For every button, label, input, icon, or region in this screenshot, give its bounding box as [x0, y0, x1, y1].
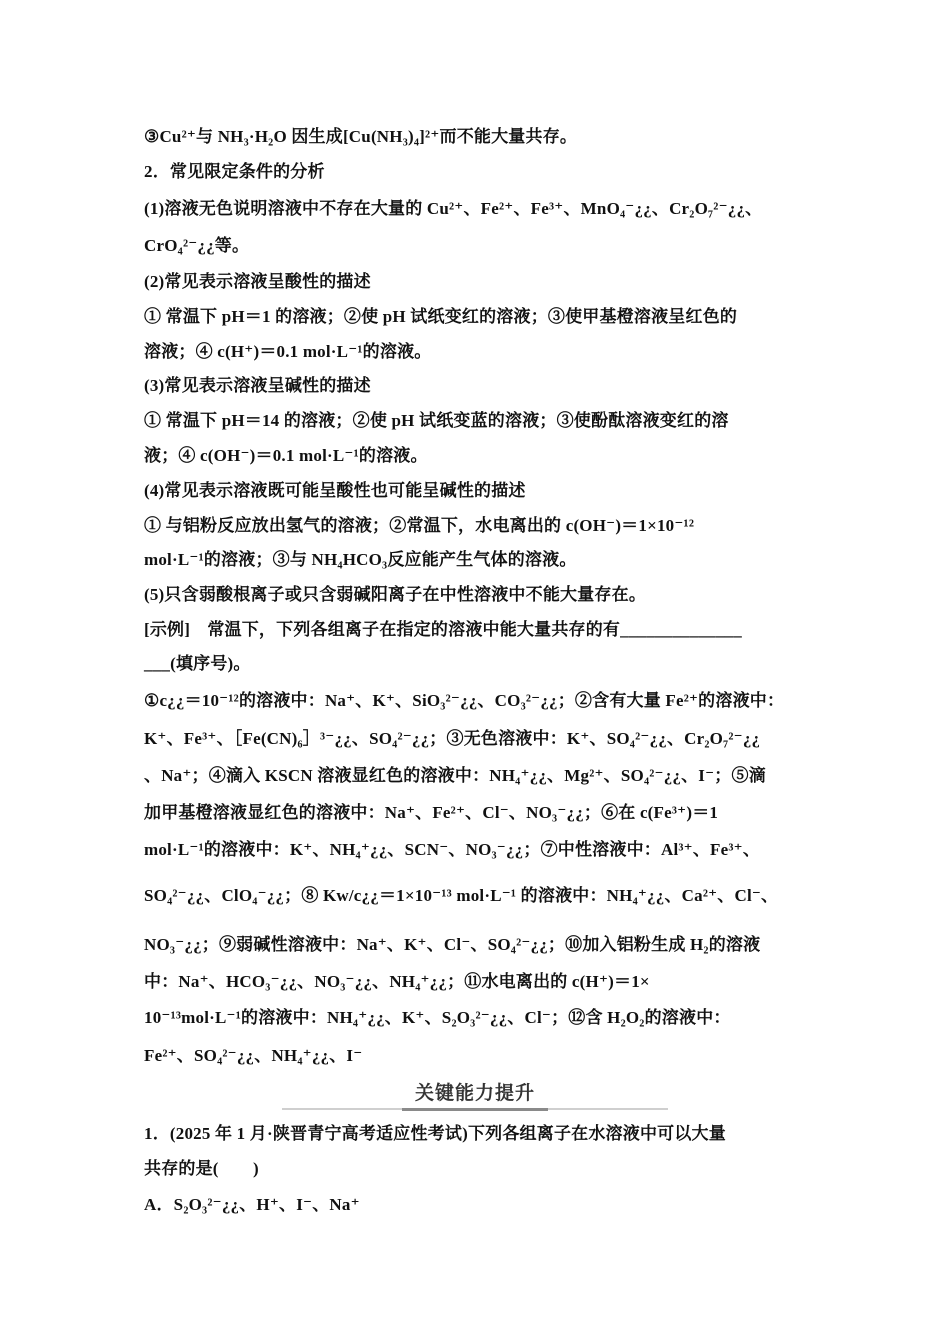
text-line: 液；④ c(OH⁻)＝0.1 mol·L⁻¹的溶液。	[144, 446, 428, 465]
text-line: (4)常见表示溶液既可能呈酸性也可能呈碱性的描述	[144, 481, 526, 500]
text-line: (1)溶液无色说明溶液中不存在大量的 Cu²⁺、Fe²⁺、Fe³⁺、MnO₄⁻¿¿、Cr₂O₇²⁻¿¿、	[144, 199, 763, 218]
text-line: CrO₄²⁻¿¿等。	[144, 236, 250, 255]
example-line: SO₄²⁻¿¿、ClO₄⁻¿¿；⑧ Kw/c¿¿＝1×10⁻¹³ mol·L⁻¹ 的溶液中：NH₄⁺¿¿、Ca²⁺、Cl⁻、	[144, 886, 779, 905]
text-line: ① 常温下 pH＝1 的溶液；②使 pH 试纸变红的溶液；③使甲基橙溶液呈红色的	[144, 307, 738, 326]
example-line: ①c¿¿＝10⁻¹²的溶液中：Na⁺、K⁺、SiO₃²⁻¿¿、CO₃²⁻¿¿；②含有大量 Fe²⁺的溶液中：	[144, 691, 785, 710]
example-line: K⁺、Fe³⁺、［Fe(CN)₆］³⁻¿¿、SO₄²⁻¿¿；③无色溶液中：K⁺、SO₄²⁻¿¿、Cr₂O₇²⁻¿¿	[144, 729, 761, 748]
example-line: NO₃⁻¿¿；⑨弱碱性溶液中：Na⁺、K⁺、Cl⁻、SO₄²⁻¿¿；⑩加入铝粉生成 H₂的溶液	[144, 935, 761, 954]
section-header	[282, 1078, 668, 1114]
example-line: 10⁻¹³mol·L⁻¹的溶液中：NH₄⁺¿¿、K⁺、S₂O₃²⁻¿¿、Cl⁻；⑫含 H₂O₂的溶液中：	[144, 1008, 731, 1027]
question-line: 1．(2025 年 1 月·陕晋青宁高考适应性考试)下列各组离子在水溶液中可以大量	[144, 1124, 726, 1143]
option-a: A．S₂O₃²⁻¿¿、H⁺、I⁻、Na⁺	[144, 1195, 360, 1214]
text-line: (2)常见表示溶液呈酸性的描述	[144, 272, 371, 291]
example-line: mol·L⁻¹的溶液中：K⁺、NH₄⁺¿¿、SCN⁻、NO₃⁻¿¿；⑦中性溶液中：Al³⁺、Fe³⁺、	[144, 840, 761, 859]
text-line: ① 与铝粉反应放出氢气的溶液；②常温下，水电离出的 c(OH⁻)＝1×10⁻¹²	[144, 516, 695, 535]
example-line: ___(填序号)。	[144, 654, 251, 673]
example-line: 加甲基橙溶液显红色的溶液中：Na⁺、Fe²⁺、Cl⁻、NO₃⁻¿¿；⑥在 c(Fe³⁺)＝1	[144, 803, 719, 822]
text-line: (5)只含弱酸根离子或只含弱碱阳离子在中性溶液中不能大量存在。	[144, 585, 647, 604]
text-line: mol·L⁻¹的溶液；③与 NH₄HCO₃反应能产生气体的溶液。	[144, 550, 577, 569]
example-line: [示例] 常温下，下列各组离子在指定的溶液中能大量共存的有______________	[144, 620, 742, 639]
example-line: Fe²⁺、SO₄²⁻¿¿、NH₄⁺¿¿、I⁻	[144, 1046, 363, 1065]
subheading: 2．常见限定条件的分析	[144, 162, 325, 181]
section-divider-accent	[402, 1108, 548, 1111]
example-line: 、Na⁺；④滴入 KSCN 溶液显红色的溶液中：NH₄⁺¿¿、Mg²⁺、SO₄²⁻¿¿、I⁻；⑤滴	[144, 766, 766, 785]
question-line: 共存的是( )	[144, 1159, 259, 1178]
section-title: 关键能力提升	[414, 1082, 535, 1104]
example-line: 中：Na⁺、HCO₃⁻¿¿、NO₃⁻¿¿、NH₄⁺¿¿；⑪水电离出的 c(H⁺)＝1×	[144, 972, 650, 991]
text-line: 溶液；④ c(H⁺)＝0.1 mol·L⁻¹的溶液。	[144, 342, 432, 361]
text-line: (3)常见表示溶液呈碱性的描述	[144, 376, 371, 395]
text-line: ① 常温下 pH＝14 的溶液；②使 pH 试纸变蓝的溶液；③使酚酞溶液变红的溶	[144, 411, 729, 430]
text-line: ③Cu²⁺与 NH₃·H₂O 因生成[Cu(NH₃)₄]²⁺而不能大量共存。	[144, 127, 578, 146]
